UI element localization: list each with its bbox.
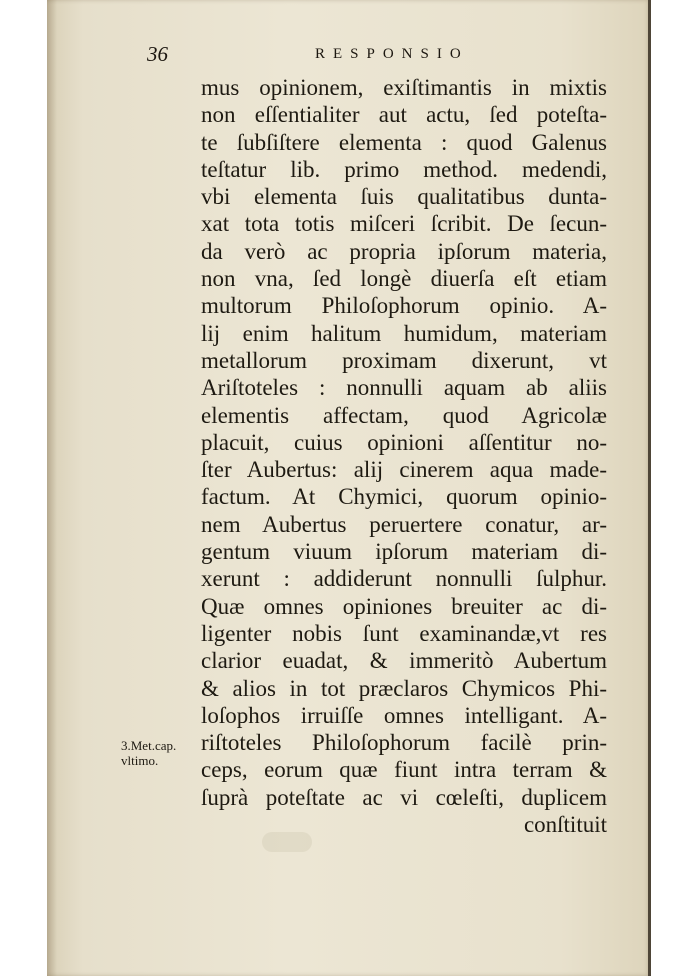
running-head: RESPONSIO: [315, 46, 469, 62]
page-header: [147, 42, 567, 68]
text-line: & alios in tot præclaros Chymicos Phi-: [201, 675, 607, 701]
text-line: ligenter nobis ſunt examinandæ,vt res: [201, 620, 607, 646]
bleed-through-mark: [262, 832, 312, 852]
text-line: teſtatur lib. primo method. medendi,: [201, 156, 607, 182]
text-line: nem Aubertus peruertere conatur, ar-: [201, 511, 607, 537]
text-line: clarior euadat, & immeritò Aubertum: [201, 648, 607, 674]
text-line: vbi elementa ſuis qualitatibus dunta-: [201, 184, 607, 210]
page-edge: [648, 0, 651, 976]
body-text: [201, 74, 607, 838]
text-line: da verò ac propria ipſorum materia,: [201, 238, 607, 264]
text-line: factum. At Chymici, quorum opinio-: [201, 484, 607, 510]
gutter-shadow: [47, 0, 57, 976]
text-line: multorum Philoſophorum opinio. A-: [201, 293, 607, 319]
text-line: gentum viuum ipſorum materiam di-: [201, 539, 607, 565]
margin-note: [121, 738, 205, 768]
text-line: riſtoteles Philoſophorum facilè prin-: [201, 730, 607, 756]
text-line: xerunt : addiderunt nonnulli ſulphur.: [201, 566, 607, 592]
text-line: ſuprà poteſtate ac vi cœleſti, duplicem: [201, 784, 607, 810]
text-line: Ariſtoteles : nonnulli aquam ab aliis: [201, 375, 607, 401]
text-line: metallorum proximam dixerunt, vt: [201, 347, 607, 373]
margin-note-line: 3.Met.cap.: [121, 738, 177, 753]
text-line: elementis affectam, quod Agricolæ: [201, 402, 607, 428]
text-line: Quæ omnes opiniones breuiter ac di-: [201, 593, 607, 619]
text-line: ceps, eorum quæ fiunt intra terram &: [201, 757, 607, 783]
text-line: mus opinionem, exiſtimantis in mixtis: [201, 75, 607, 100]
catchword: conſtituit: [523, 812, 607, 838]
text-line: placuit, cuius opinioni aſſentitur no-: [201, 429, 607, 455]
text-line: loſophos irruiſſe omnes intelligant. A-: [201, 702, 607, 728]
text-line: ſter Aubertus: alij cinerem aqua made-: [201, 457, 607, 483]
text-line: xat tota totis miſceri ſcribit. De ſecun-: [201, 211, 607, 237]
margin-note-line: vltimo.: [121, 753, 159, 768]
text-line: non vna, ſed longè diuerſa eſt etiam: [201, 266, 607, 292]
page-number: 36: [147, 42, 168, 66]
text-line: te ſubſiſtere elementa : quod Galenus: [201, 129, 607, 155]
text-line: lij enim halitum humidum, materiam: [201, 320, 607, 346]
text-line: non eſſentialiter aut actu, ſed poteſta-: [201, 102, 607, 128]
